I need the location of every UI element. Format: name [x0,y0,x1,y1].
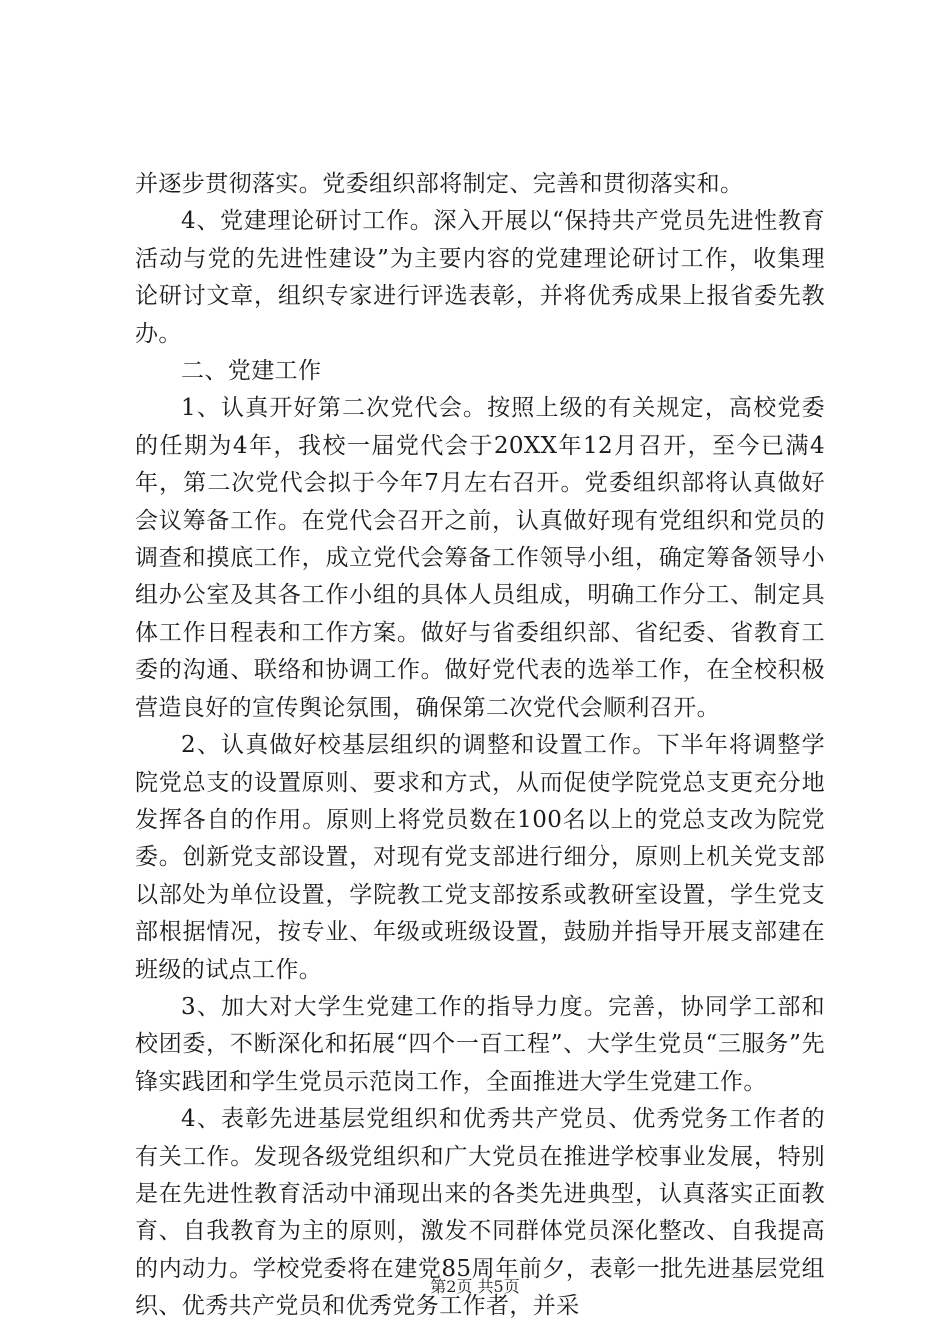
page-footer: 第2页 共5页 [430,1277,520,1296]
paragraph-theory-seminar: 4、党建理论研讨工作。深入开展以“保持共产党员先进性教育活动与党的先进性建设”为主要内容的党建理论研讨工作，收集理论研讨文章，组织专家进行评选表彰，并将优秀成果上报省委先教办。 [135,208,825,347]
paragraph-commendation: 4、表彰先进基层党组织和优秀共产党员、优秀党务工作者的有关工作。发现各级党组织和广大党员在推进学校事业发展，特别是在先进性教育活动中涌现出来的各类先进典型，认真落实正面教育、自我教育为主的原则，激发不同群体党员深化整改、自我提高的内动力。学校党委将在建党85周年前夕，表彰一批先进基层党组织、优秀共产党员和优秀党务工作者，并采 [135,1106,825,1320]
paragraph-second-congress: 1、认真开好第二次党代会。按照上级的有关规定，高校党委的任期为4年，我校一届党代会于20XX年12月召开，至今已满4年，第二次党代会拟于今年7月左右召开。党委组织部将认真做好会议筹备工作。在党代会召开之前，认真做好现有党组织和党员的调查和摸底工作，成立党代会筹备工作领导小组，确定筹备领导小组办公室及其各工作小组的具体人员组成，明确工作分工、制定具体工作日程表和工作方案。做好与省委组织部、省纪委、省教育工委的沟通、联络和协调工作。做好党代表的选举工作，在全校积极营造良好的宣传舆论氛围，确保第二次党代会顺利召开。 [135,395,825,721]
document-body [135,166,825,1326]
section-heading-party-building: 二、党建工作 [181,358,322,385]
paragraph-grassroots-organization: 2、认真做好校基层组织的调整和设置工作。下半年将调整学院党总支的设置原则、要求和方式，从而促使学院党总支更充分地发挥各自的作用。原则上将党员数在100名以上的党总支改为院党委。创新党支部设置，对现有党支部进行细分，原则上机关党支部以部处为单位设置，学院教工党支部按系或教研室设置，学生党支部根据情况，按专业、年级或班级设置，鼓励并指导开展支部建在班级的试点工作。 [135,732,825,983]
paragraph-student-party-building: 3、加大对大学生党建工作的指导力度。完善，协同学工部和校团委，不断深化和拓展“四个一百工程”、大学生党员“三服务”先锋实践团和学生党员示范岗工作，全面推进大学生党建工作。 [135,993,825,1095]
paragraph-continuation: 并逐步贯彻落实。党委组织部将制定、完善和贯彻落实和。 [135,171,744,197]
